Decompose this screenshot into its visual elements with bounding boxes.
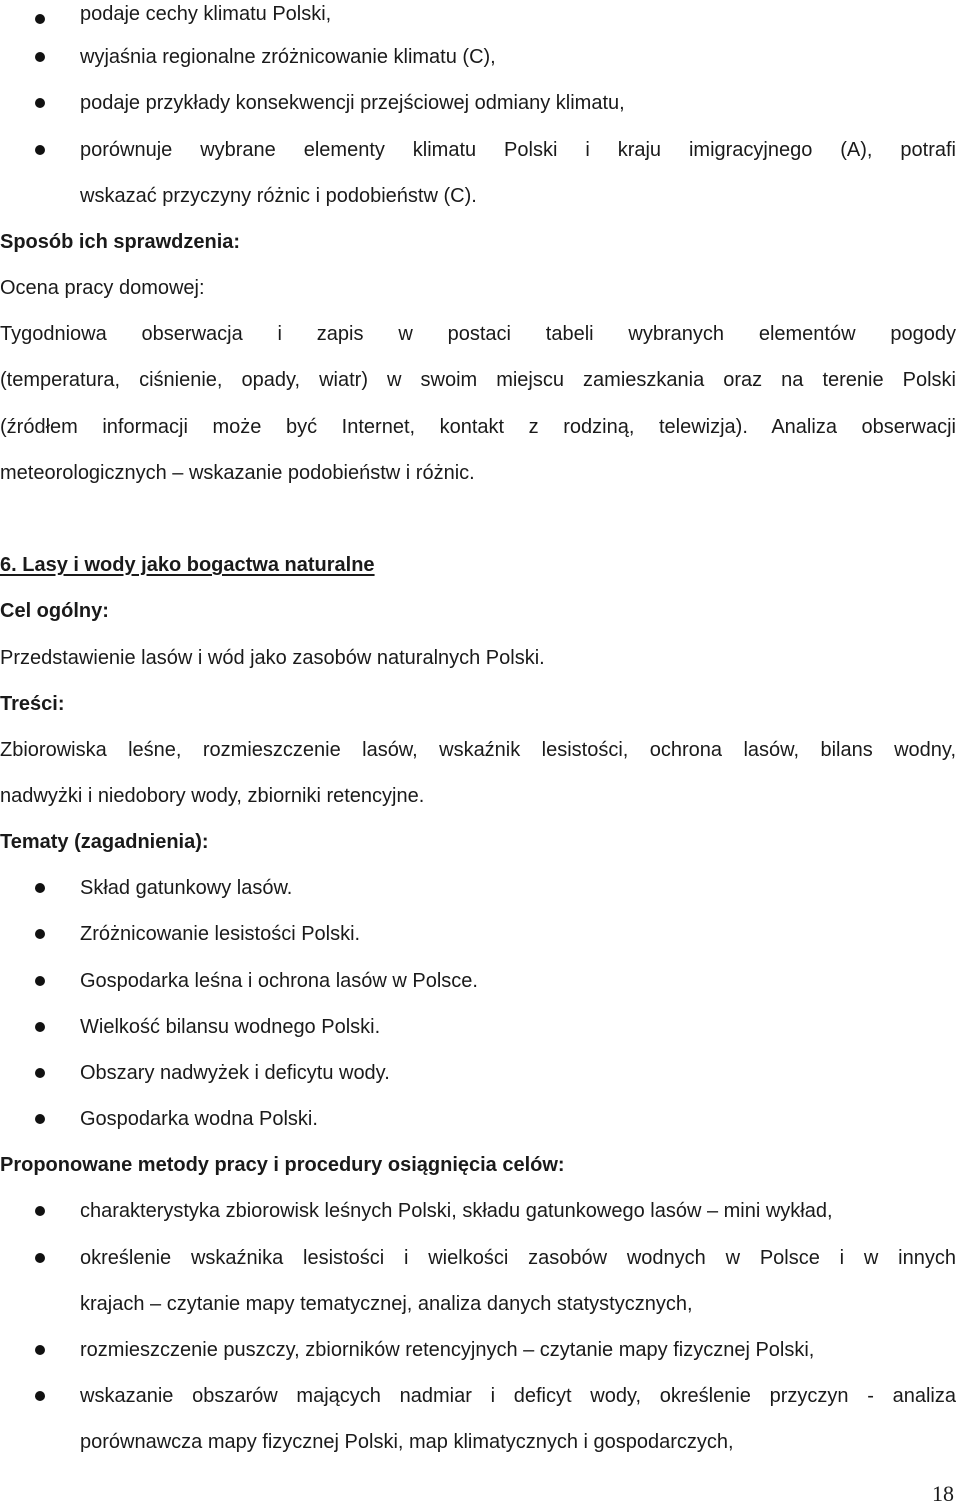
topic-item: Zróżnicowanie lesistości Polski. — [80, 923, 361, 945]
bullet-icon — [35, 976, 45, 986]
goal-item: wyjaśnia regionalne zróżnicowanie klimatu (C), — [80, 46, 496, 68]
homework-text-line: meteorologicznych – wskazanie podobieństw i różnic. — [0, 462, 475, 484]
method-item-continued: porównawcza mapy fizycznej Polski, map klimatycznych i gospodarczych, — [80, 1431, 734, 1453]
method-item: charakterystyka zbiorowisk leśnych Polski, składu gatunkowego lasów – mini wykład, — [80, 1200, 833, 1222]
bullet-icon — [35, 1391, 45, 1401]
bullet-icon — [35, 883, 45, 893]
goal-item: podaje przykłady konsekwencji przejściowej odmiany klimatu, — [80, 92, 625, 114]
bullet-icon — [35, 1345, 45, 1355]
topic-item: Gospodarka leśna i ochrona lasów w Polsce. — [80, 970, 478, 992]
goal-text: Przedstawienie lasów i wód jako zasobów naturalnych Polski. — [0, 647, 545, 669]
methods-heading: Proponowane metody pracy i procedury osiągnięcia celów: — [0, 1154, 565, 1176]
page-number: 18 — [932, 1481, 954, 1506]
bullet-icon — [35, 98, 45, 108]
bullet-icon — [35, 929, 45, 939]
content-text-line: nadwyżki i niedobory wody, zbiorniki retencyjne. — [0, 785, 425, 807]
goal-item: podaje cechy klimatu Polski, — [80, 3, 332, 25]
topic-item: Wielkość bilansu wodnego Polski. — [80, 1016, 381, 1038]
bullet-icon — [35, 145, 45, 155]
homework-text-line: (źródłem informacji może być Internet, kontakt z rodziną, telewizja). Analiza obserwacji — [0, 416, 956, 438]
bullet-icon — [35, 1253, 45, 1263]
bullet-icon — [35, 1206, 45, 1216]
bullet-icon — [35, 14, 45, 24]
goal-item-continued: wskazać przyczyny różnic i podobieństw (C). — [80, 185, 477, 207]
method-item: rozmieszczenie puszczy, zbiorników retencyjnych – czytanie mapy fizycznej Polski, — [80, 1339, 815, 1361]
topic-item: Gospodarka wodna Polski. — [80, 1108, 318, 1130]
method-item-continued: krajach – czytanie mapy tematycznej, analiza danych statystycznych, — [80, 1293, 693, 1315]
homework-text-line: Tygodniowa obserwacja i zapis w postaci tabeli wybranych elementów pogody — [0, 323, 956, 345]
goal-item: porównuje wybrane elementy klimatu Polski i kraju imigracyjnego (A), potrafi — [80, 139, 956, 161]
topic-item: Skład gatunkowy lasów. — [80, 877, 293, 899]
method-item: wskazanie obszarów mających nadmiar i deficyt wody, określenie przyczyn - analiza — [80, 1385, 956, 1407]
topic-item: Obszary nadwyżek i deficytu wody. — [80, 1062, 390, 1084]
homework-text-line: (temperatura, ciśnienie, opady, wiatr) w swoim miejscu zamieszkania oraz na terenie Polski — [0, 369, 956, 391]
verification-heading: Sposób ich sprawdzenia: — [0, 231, 241, 253]
section-title: 6. Lasy i wody jako bogactwa naturalne — [0, 554, 375, 576]
bullet-icon — [35, 1068, 45, 1078]
topics-heading: Tematy (zagadnienia): — [0, 831, 209, 853]
homework-label: Ocena pracy domowej: — [0, 277, 205, 299]
content-heading: Treści: — [0, 693, 65, 715]
content-text-line: Zbiorowiska leśne, rozmieszczenie lasów, wskaźnik lesistości, ochrona lasów, bilans wodny, — [0, 739, 956, 761]
goal-heading: Cel ogólny: — [0, 600, 109, 622]
bullet-icon — [35, 1114, 45, 1124]
method-item: określenie wskaźnika lesistości i wielkości zasobów wodnych w Polsce i w innych — [80, 1247, 956, 1269]
bullet-icon — [35, 52, 45, 62]
bullet-icon — [35, 1022, 45, 1032]
